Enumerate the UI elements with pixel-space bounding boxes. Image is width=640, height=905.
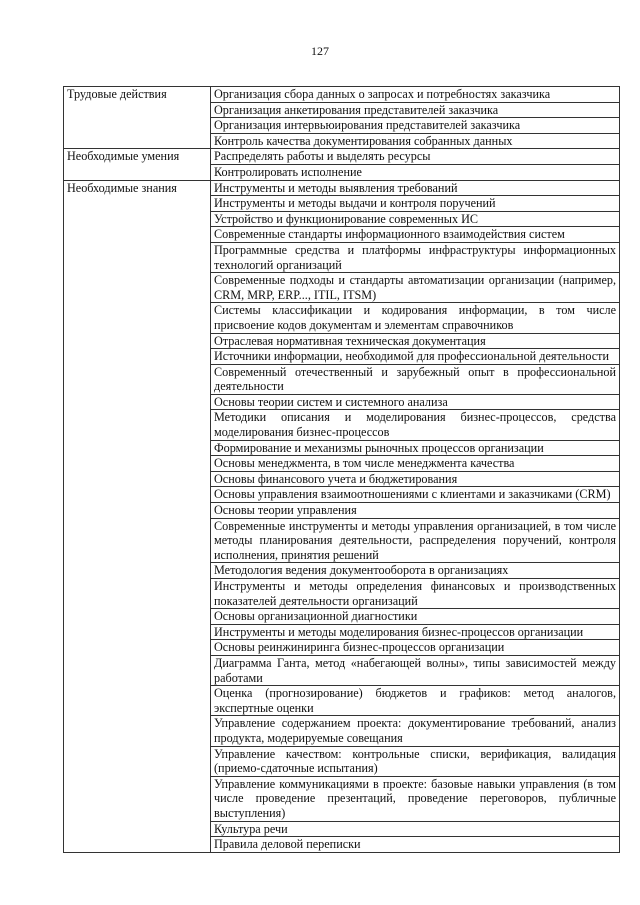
section-item: Основы организационной диагностики bbox=[211, 609, 620, 625]
section-item: Инструменты и методы определения финансовых и производственных показателей деятельности организаций bbox=[211, 579, 620, 609]
table-row bbox=[64, 180, 620, 196]
section-item: Правила деловой переписки bbox=[211, 837, 620, 853]
section-label: Необходимые умения bbox=[64, 149, 211, 180]
section-item: Диаграмма Ганта, метод «набегающей волны», типы зависимостей между работами bbox=[211, 655, 620, 685]
section-item: Культура речи bbox=[211, 821, 620, 837]
section-item: Современные стандарты информационного взаимодействия систем bbox=[211, 227, 620, 243]
section-item: Отраслевая нормативная техническая документация bbox=[211, 333, 620, 349]
section-item: Основы теории систем и системного анализа bbox=[211, 394, 620, 410]
section-item: Распределять работы и выделять ресурсы bbox=[211, 149, 620, 165]
section-item: Инструменты и методы выдачи и контроля поручений bbox=[211, 196, 620, 212]
section-item: Организация интервьюирования представителей заказчика bbox=[211, 118, 620, 134]
section-item: Устройство и функционирование современных ИС bbox=[211, 211, 620, 227]
table-row bbox=[64, 87, 620, 103]
section-item: Методики описания и моделирования бизнес-процессов, средства моделирования бизнес-процессов bbox=[211, 410, 620, 440]
section-item: Основы менеджмента, в том числе менеджмента качества bbox=[211, 456, 620, 472]
section-item: Формирование и механизмы рыночных процессов организации bbox=[211, 440, 620, 456]
table-row bbox=[64, 149, 620, 165]
section-item: Современный отечественный и зарубежный опыт в профессиональной деятельности bbox=[211, 364, 620, 394]
section-item: Основы управления взаимоотношениями с клиентами и заказчиками (CRM) bbox=[211, 487, 620, 503]
qualification-table bbox=[63, 86, 620, 853]
section-item: Основы теории управления bbox=[211, 503, 620, 519]
section-item: Основы реинжиниринга бизнес-процессов организации bbox=[211, 640, 620, 656]
section-item: Организация анкетирования представителей заказчика bbox=[211, 102, 620, 118]
section-item: Современные инструменты и методы управления организацией, в том числе методы планирования деятельности, распределения поручений, контроля исполнения, принятия решений bbox=[211, 518, 620, 563]
section-item: Инструменты и методы выявления требований bbox=[211, 180, 620, 196]
section-item: Источники информации, необходимой для профессиональной деятельности bbox=[211, 349, 620, 365]
page-number: 127 bbox=[311, 44, 329, 58]
section-item: Организация сбора данных о запросах и потребностях заказчика bbox=[211, 87, 620, 103]
section-item: Инструменты и методы моделирования бизнес-процессов организации bbox=[211, 624, 620, 640]
section-item: Контролировать исполнение bbox=[211, 164, 620, 180]
section-label: Необходимые знания bbox=[64, 180, 211, 852]
section-item: Системы классификации и кодирования информации, в том числе присвоение кодов документам и элементам справочников bbox=[211, 303, 620, 333]
section-item: Управление коммуникациями в проекте: базовые навыки управления (в том числе проведение презентаций, проведение переговоров, публичные выступления) bbox=[211, 776, 620, 821]
section-item: Управление качеством: контрольные списки, верификация, валидация (приемо-сдаточные испытания) bbox=[211, 746, 620, 776]
section-item: Современные подходы и стандарты автоматизации организации (например, CRM, MRP, ERP..., ITIL, ITSM) bbox=[211, 273, 620, 303]
section-item: Методология ведения документооборота в организациях bbox=[211, 563, 620, 579]
section-item: Контроль качества документирования собранных данных bbox=[211, 133, 620, 149]
qualification-table-body bbox=[64, 87, 620, 853]
section-item: Управление содержанием проекта: документирование требований, анализ продукта, модерируемые совещания bbox=[211, 716, 620, 746]
section-item: Программные средства и платформы инфраструктуры информационных технологий организаций bbox=[211, 242, 620, 272]
section-item: Оценка (прогнозирование) бюджетов и графиков: метод аналогов, экспертные оценки bbox=[211, 686, 620, 716]
section-label: Трудовые действия bbox=[64, 87, 211, 149]
section-item: Основы финансового учета и бюджетирования bbox=[211, 471, 620, 487]
